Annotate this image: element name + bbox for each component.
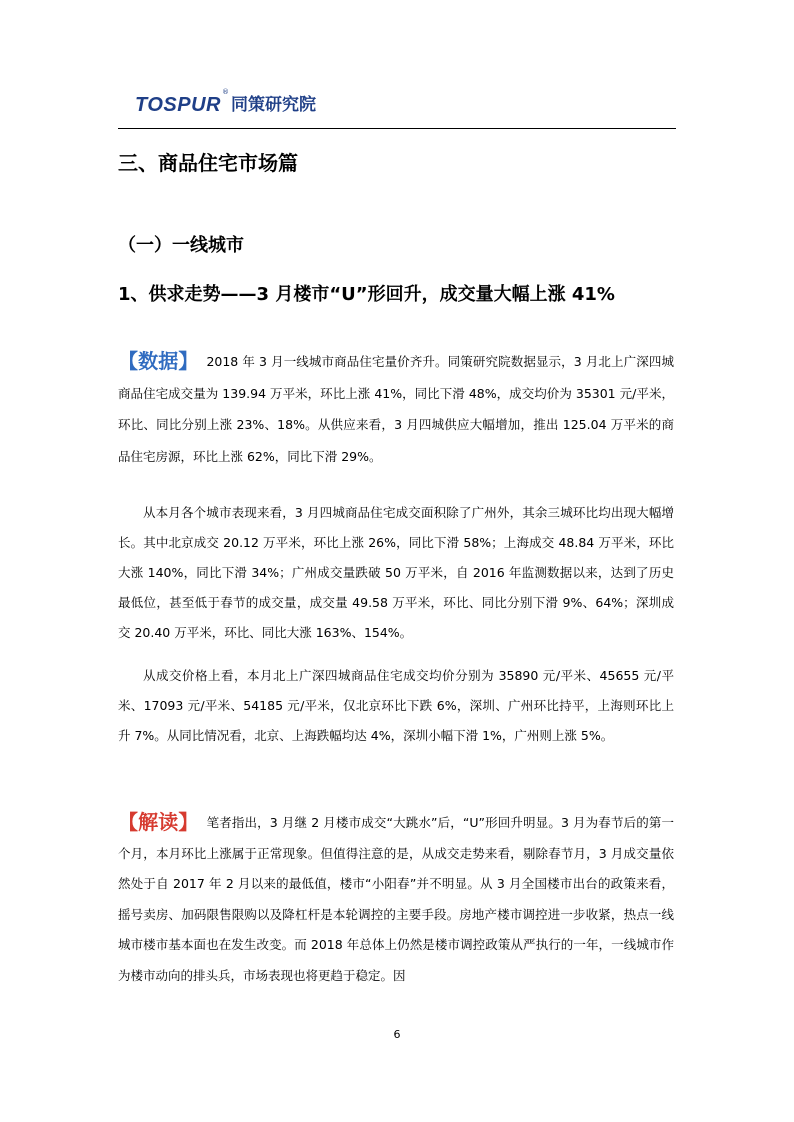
page-number: 6	[393, 1028, 401, 1041]
tospur-logo	[135, 86, 316, 116]
registered-trademark: ®	[221, 88, 229, 96]
data-tag: 【数据】	[118, 349, 199, 373]
data-paragraph-text: 2018 年 3 月一线城市商品住宅量价齐升。同策研究院数据显示，3 月北上广深四城商品住宅成交量为 139.94 万平米，环比上涨 41%，同比下滑 48%，成交均价为 35301 元/平米，环比、同比分别上涨 23%、18%。从供应来看，3 月四城供应大幅增加，推出 125.04 万平米的商品住宅房源，环比上涨 62%，同比下滑 29%。	[118, 354, 674, 464]
logo-brand-text: TOSPUR	[135, 94, 221, 116]
interpretation-tag: 【解读】	[118, 810, 199, 834]
price-paragraph: 从成交价格上看，本月北上广深四城商品住宅成交均价分别为 35890 元/平米、45655 元/平米、17093 元/平米、54185 元/平米，仅北京环比下跌 6%，深圳、广州环比持平，上海则环比上升 7%。从同比情况看，北京、上海跌幅均达 4%，深圳小幅下滑 1%，广州则上涨 5%。	[118, 668, 674, 743]
topic-heading: 1、供求走势——3 月楼市“U”形回升，成交量大幅上涨 41%	[118, 284, 615, 305]
subsection-heading: （一）一线城市	[118, 235, 244, 256]
logo-institute-name: 同策研究院	[230, 95, 316, 115]
section-heading: 三、商品住宅市场篇	[118, 151, 298, 175]
interpretation-paragraph	[118, 807, 674, 991]
header-divider	[118, 128, 676, 129]
city-performance-paragraph: 从本月各个城市表现来看，3 月四城商品住宅成交面积除了广州外，其余三城环比均出现大幅增长。其中北京成交 20.12 万平米，环比上涨 26%，同比下滑 58%；上海成交 48.84 万平米，环比大涨 140%，同比下滑 34%；广州成交量跌破 50 万平米，自 2016 年监测数据以来，达到了历史最低位，甚至低于春节的成交量，成交量 49.58 万平米，环比、同比分别下滑 9%、64%；深圳成交 20.40 万平米，环比、同比大涨 163%、154%。	[118, 505, 674, 640]
data-paragraph	[118, 346, 674, 472]
interpretation-text: 笔者指出，3 月继 2 月楼市成交“大跳水”后，“U”形回升明显。3 月为春节后的第一个月，本月环比上涨属于正常现象。但值得注意的是，从成交走势来看，剔除春节月，3 月成交量依然处于自 2017 年 2 月以来的最低值，楼市“小阳春”并不明显。从 3 月全国楼市出台的政策来看，摇号卖房、加码限售限购以及降杠杆是本轮调控的主要手段。房地产楼市调控进一步收紧，热点一线城市楼市基本面也在发生改变。而 2018 年总体上仍然是楼市调控政策从严执行的一年，一线城市作为楼市动向的排头兵，市场表现也将更趋于稳定。因	[118, 815, 675, 983]
